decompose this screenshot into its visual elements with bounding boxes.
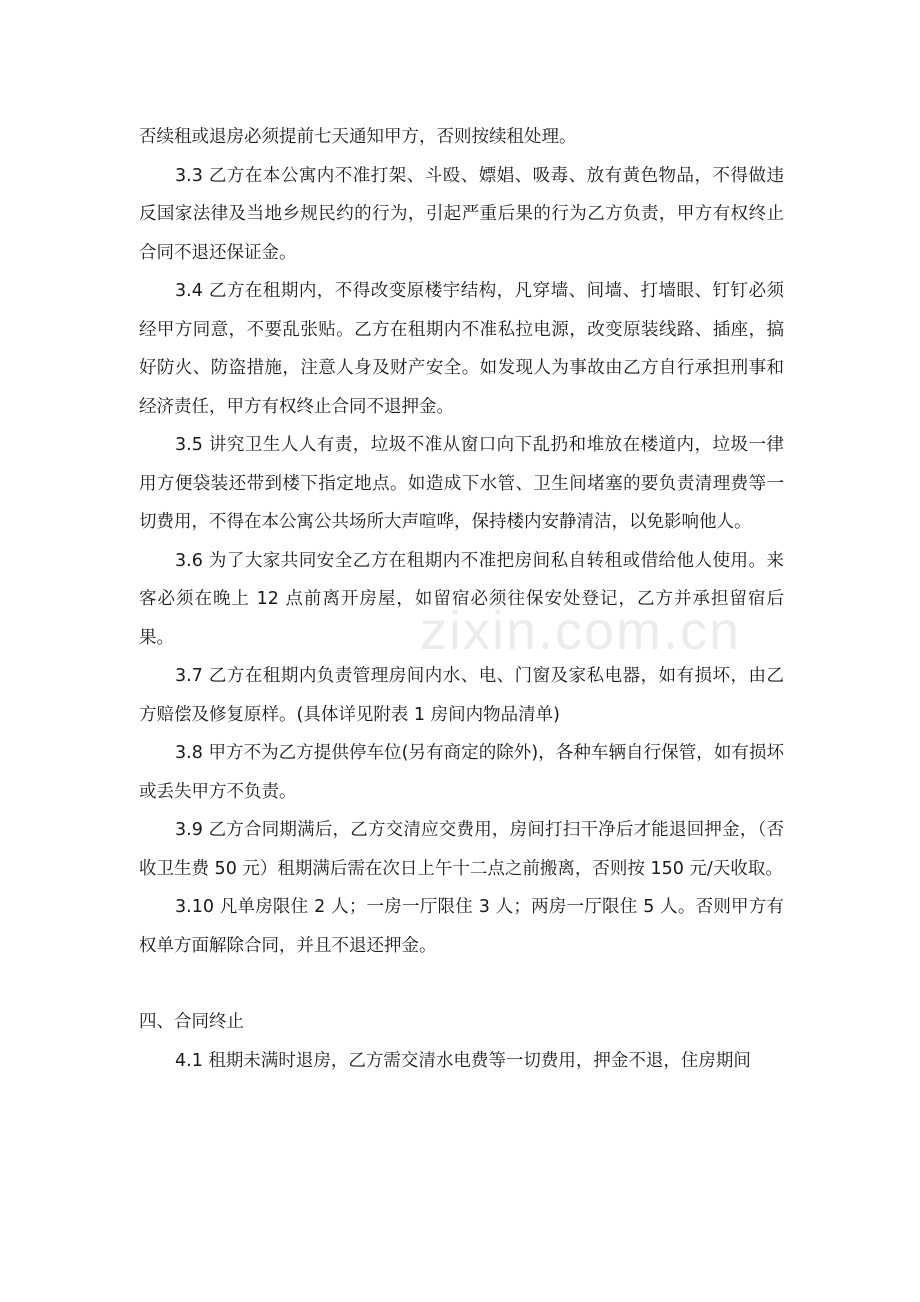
clause-3-7: 3.7 乙方在租期内负责管理房间内水、电、门窗及家私电器，如有损坏，由乙方赔偿及修复原样。(具体详见附表 1 房间内物品清单)	[139, 666, 784, 725]
clause-3-5: 3.5 讲究卫生人人有责，垃圾不准从窗口向下乱扔和堆放在楼道内，垃圾一律用方便袋装还带到楼下指定地点。如造成下水管、卫生间堵塞的要负责清理费等一切费用，不得在本公寓公共场所大声喧哗，保持楼内安静清洁，以免影响他人。	[139, 435, 784, 532]
section-heading-termination: 四、合同终止	[139, 1012, 244, 1032]
watermark-text: zixin.com.cn	[420, 601, 742, 661]
clause-3-9: 3.9 乙方合同期满后，乙方交清应交费用，房间打扫干净后才能退回押金，（否收卫生费 50 元）租期满后需在次日上午十二点之前搬离，否则按 150 元/天收取。	[139, 820, 784, 879]
clause-3-6: 3.6 为了大家共同安全乙方在租期内不准把房间私自转租或借给他人使用。来客必须在晚上 12 点前离开房屋，如留宿必须往保安处登记，乙方并承担留宿后果。	[139, 550, 784, 648]
clause-3-3: 3.3 乙方在本公寓内不准打架、斗殴、嫖娼、吸毒、放有黄色物品，不得做违反国家法律及当地乡规民约的行为，引起严重后果的行为乙方负责，甲方有权终止合同不退还保证金。	[139, 165, 784, 263]
clause-3-4: 3.4 乙方在租期内，不得改变原楼宇结构，凡穿墙、间墙、打墙眼、钉钉必须经甲方同意，不要乱张贴。乙方在租期内不准私拉电源，改变原装线路、插座，搞好防火、防盗措施，注意人身及财产安全。如发现人为事故由乙方自行承担刑事和经济责任，甲方有权终止合同不退押金。	[139, 281, 784, 417]
clause-3-10: 3.10 凡单房限住 2 人；一房一厅限住 3 人；两房一厅限住 5 人。否则甲方有权单方面解除合同，并且不退还押金。	[139, 897, 784, 956]
paragraph-continuation: 否续租或退房必须提前七天通知甲方，否则按续租处理。	[139, 127, 577, 147]
document-page	[139, 118, 784, 1080]
clause-3-8: 3.8 甲方不为乙方提供停车位(另有商定的除外)，各种车辆自行保管，如有损坏或丢失甲方不负责。	[139, 743, 784, 802]
clause-4-1: 4.1 租期未满时退房，乙方需交清水电费等一切费用，押金不退，住房期间	[175, 1050, 751, 1071]
